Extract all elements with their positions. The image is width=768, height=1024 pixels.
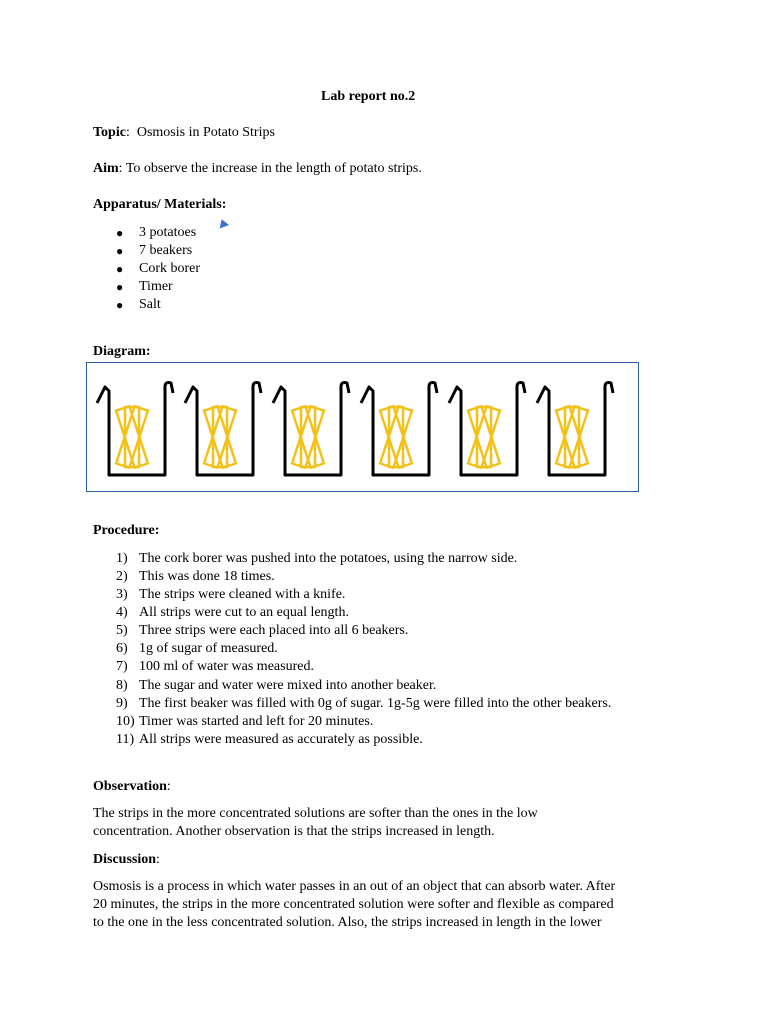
topic-line: Topic: Osmosis in Potato Strips <box>93 125 275 140</box>
beaker-diagram <box>86 362 639 492</box>
step-number: 5) <box>116 623 128 638</box>
observation-heading: Observation: <box>93 779 171 794</box>
step-number: 6) <box>116 641 128 656</box>
procedure-step: The strips were cleaned with a knife. <box>139 587 346 602</box>
apparatus-item: 3 potatoes <box>139 225 197 240</box>
step-number: 7) <box>116 659 128 674</box>
topic-label: Topic <box>93 125 126 140</box>
apparatus-item: Timer <box>139 279 173 294</box>
diagram-heading: Diagram: <box>93 344 151 359</box>
potato-strip <box>380 406 412 467</box>
beaker-diagram-drawing <box>87 363 638 491</box>
aim-label: Aim <box>93 161 119 176</box>
step-number: 10) <box>116 714 135 729</box>
bullet-icon: ● <box>116 262 124 276</box>
procedure-step: The cork borer was pushed into the potatoes, using the narrow side. <box>139 551 518 566</box>
discussion-heading: Discussion: <box>93 852 160 867</box>
apparatus-item: 7 beakers <box>139 243 193 258</box>
step-number: 8) <box>116 678 128 693</box>
beaker-icon <box>97 383 173 476</box>
potato-strip <box>116 406 148 467</box>
potato-strip <box>292 406 324 467</box>
apparatus-item: Salt <box>139 297 161 312</box>
beaker-icon <box>273 383 349 476</box>
beaker-outline <box>449 383 525 476</box>
procedure-step: 1g of sugar of measured. <box>139 641 278 656</box>
procedure-heading: Procedure: <box>93 523 160 538</box>
beaker-outline <box>273 383 349 476</box>
discussion-line: to the one in the less concentrated solution. Also, the strips increased in length in the lower <box>93 915 602 930</box>
apparatus-heading: Apparatus/ Materials: <box>93 197 227 212</box>
apparatus-item: Cork borer <box>139 261 201 276</box>
potato-strip <box>556 406 588 467</box>
step-number: 9) <box>116 696 128 711</box>
observation-line: concentration. Another observation is that the strips increased in length. <box>93 824 495 839</box>
procedure-step: The sugar and water were mixed into another beaker. <box>139 678 437 693</box>
procedure-step: All strips were cut to an equal length. <box>139 605 349 620</box>
beaker-icon <box>449 383 525 476</box>
step-number: 1) <box>116 551 128 566</box>
discussion-line: Osmosis is a process in which water passes in an out of an object that can absorb water. After <box>93 879 616 894</box>
procedure-step: Timer was started and left for 20 minutes. <box>139 714 374 729</box>
procedure-step: All strips were measured as accurately as possible. <box>139 732 423 747</box>
topic-value: Osmosis in Potato Strips <box>136 125 275 140</box>
step-number: 2) <box>116 569 128 584</box>
beaker-outline <box>537 383 613 476</box>
bullet-icon: ● <box>116 280 124 294</box>
observation-label: Observation <box>93 779 167 794</box>
report-title: Lab report no.2 <box>321 89 416 104</box>
procedure-step: 100 ml of water was measured. <box>139 659 314 674</box>
discussion-line: 20 minutes, the strips in the more concentrated solution were softer and flexible as compared <box>93 897 614 912</box>
step-number: 4) <box>116 605 128 620</box>
beaker-icon <box>185 383 261 476</box>
bullet-icon: ● <box>116 244 124 258</box>
procedure-step: Three strips were each placed into all 6 beakers. <box>139 623 409 638</box>
aim-value: To observe the increase in the length of potato strips. <box>125 161 422 176</box>
procedure-step: The first beaker was filled with 0g of sugar. 1g-5g were filled into the other beakers. <box>139 696 612 711</box>
bullet-icon: ● <box>116 226 124 240</box>
procedure-step: This was done 18 times. <box>139 569 275 584</box>
observation-line: The strips in the more concentrated solutions are softer than the ones in the low <box>93 806 538 821</box>
beaker-outline <box>185 383 261 476</box>
aim-line: Aim: To observe the increase in the length of potato strips. <box>93 161 422 176</box>
step-number: 11) <box>116 732 135 747</box>
potato-strip <box>204 406 236 467</box>
mouse-cursor-icon <box>217 218 229 229</box>
step-number: 3) <box>116 587 128 602</box>
bullet-icon: ● <box>116 298 124 312</box>
beaker-outline <box>97 383 173 476</box>
beaker-icon <box>537 383 613 476</box>
discussion-label: Discussion <box>93 852 157 867</box>
potato-strip <box>468 406 500 467</box>
beaker-icon <box>361 383 437 476</box>
beaker-outline <box>361 383 437 476</box>
